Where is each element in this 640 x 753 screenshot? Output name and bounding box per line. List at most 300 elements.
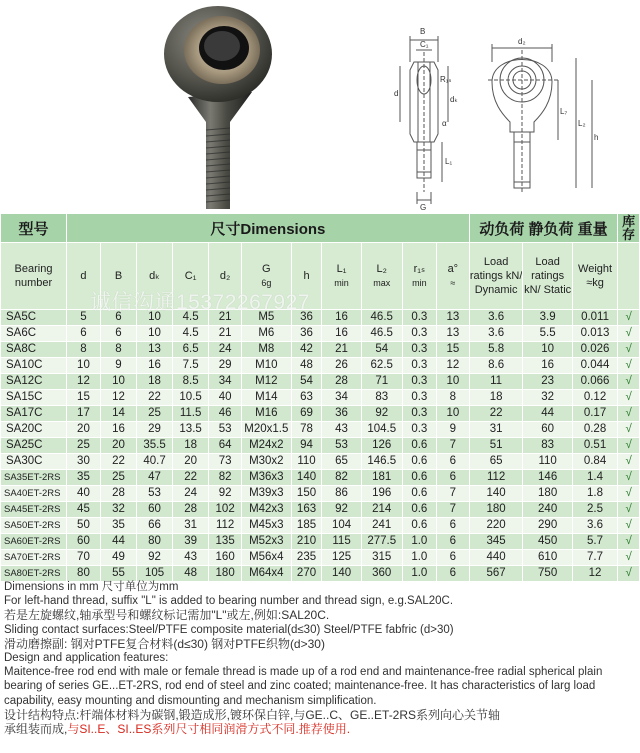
drawing-label-L7: L₇ (560, 107, 568, 116)
table-cell: 0.51 (572, 438, 617, 454)
bearing-number-cell: SA40ET-2RS (1, 486, 67, 502)
table-cell: 22 (173, 470, 209, 486)
note-sliding-en: Sliding contact surfaces:Steel/PTFE composite material(d≤30) Steel/PTFE fabfric (d>30) (4, 623, 454, 636)
drawing-label-C1: C₁ (420, 40, 429, 49)
table-cell: 23 (523, 374, 572, 390)
table-cell: 50 (66, 518, 100, 534)
table-cell: 28 (100, 486, 136, 502)
table-cell: M52x3 (242, 534, 291, 550)
table-cell: 0.6 (402, 502, 436, 518)
table-cell: 1.0 (402, 566, 436, 582)
table-cell: 12 (572, 566, 617, 582)
product-illustration-area (0, 0, 640, 213)
table-cell: 32 (523, 390, 572, 406)
table-cell: M16 (242, 406, 291, 422)
table-cell: 13.5 (173, 422, 209, 438)
bearing-number-cell: SA25C (1, 438, 67, 454)
table-cell: 5.8 (469, 342, 523, 358)
table-cell: 51 (469, 438, 523, 454)
table-cell: 78 (291, 422, 322, 438)
table-cell: 8 (66, 342, 100, 358)
col-static: Load ratings kN/ Static (523, 243, 572, 310)
table-cell: 6 (436, 470, 469, 486)
table-cell: 69 (291, 406, 322, 422)
table-cell: 60 (523, 422, 572, 438)
drawing-label-R: R₁ₛ (440, 75, 452, 84)
stock-check-cell: √ (618, 406, 640, 422)
table-cell: 29 (209, 358, 242, 374)
table-cell: 36 (291, 326, 322, 342)
table-body (1, 310, 640, 582)
stock-check-cell: √ (618, 486, 640, 502)
stock-check-cell: √ (618, 518, 640, 534)
table-cell: 3.9 (523, 310, 572, 326)
table-cell: 29 (137, 422, 173, 438)
table-row (1, 390, 640, 406)
table-cell: 12 (436, 358, 469, 374)
rod-end-technical-drawing (392, 22, 640, 212)
table-cell: 24 (209, 342, 242, 358)
stock-check-cell: √ (618, 454, 640, 470)
stock-check-cell: √ (618, 422, 640, 438)
table-cell: 3.6 (572, 518, 617, 534)
drawing-label-h: h (594, 133, 599, 142)
table-cell: 63 (291, 390, 322, 406)
table-row (1, 486, 640, 502)
table-cell: 92 (361, 406, 402, 422)
table-cell: 1.4 (572, 470, 617, 486)
table-cell: 110 (291, 454, 322, 470)
table-cell: 47 (137, 470, 173, 486)
table-cell: 7 (436, 486, 469, 502)
table-row (1, 374, 640, 390)
table-cell: 73 (209, 454, 242, 470)
table-cell: 0.84 (572, 454, 617, 470)
table-cell: 6 (100, 326, 136, 342)
table-cell: 6 (66, 326, 100, 342)
table-cell: 440 (469, 550, 523, 566)
table-cell: 13 (436, 310, 469, 326)
table-cell: 146.5 (361, 454, 402, 470)
table-cell: 140 (322, 566, 361, 582)
table-cell: 0.6 (402, 454, 436, 470)
table-cell: 20 (173, 454, 209, 470)
table-cell: 92 (137, 550, 173, 566)
table-cell: 610 (523, 550, 572, 566)
table-row (1, 310, 640, 326)
table-cell: 46.5 (361, 310, 402, 326)
table-cell: 18 (469, 390, 523, 406)
table-cell: 46.5 (361, 326, 402, 342)
table-cell: 112 (209, 518, 242, 534)
table-cell: 7 (436, 502, 469, 518)
col-d2: d₂ (209, 243, 242, 310)
table-cell: 181 (361, 470, 402, 486)
table-row (1, 454, 640, 470)
table-cell: 8 (436, 390, 469, 406)
table-cell: M12 (242, 374, 291, 390)
drawing-label-L2: L₂ (578, 119, 586, 128)
table-cell: 220 (469, 518, 523, 534)
table-cell: 82 (322, 470, 361, 486)
table-cell: 180 (523, 486, 572, 502)
table-cell: 0.3 (402, 310, 436, 326)
table-cell: 43 (322, 422, 361, 438)
bearing-number-cell: SA17C (1, 406, 67, 422)
table-cell: 9 (100, 358, 136, 374)
col-r1s (402, 243, 436, 310)
table-cell: 16 (322, 326, 361, 342)
table-cell: 46 (209, 406, 242, 422)
table-cell: 104 (322, 518, 361, 534)
table-cell: 28 (173, 502, 209, 518)
table-cell: 12 (100, 390, 136, 406)
table-cell: 0.3 (402, 342, 436, 358)
table-cell: 15 (66, 390, 100, 406)
table-cell: 4.5 (173, 326, 209, 342)
stock-check-cell: √ (618, 502, 640, 518)
table-cell: 11.5 (173, 406, 209, 422)
rod-end-photo (148, 2, 276, 209)
col-L2 (361, 243, 402, 310)
note-design-heading: Design and application features: (4, 652, 169, 665)
stock-check-cell: √ (618, 358, 640, 374)
col-L1 (322, 243, 361, 310)
table-cell: 13 (436, 326, 469, 342)
table-cell: 16 (322, 310, 361, 326)
table-cell: 0.6 (402, 438, 436, 454)
table-cell: 10 (436, 374, 469, 390)
table-cell: 0.3 (402, 390, 436, 406)
table-cell: M56x4 (242, 550, 291, 566)
table-row (1, 326, 640, 342)
table-cell: 0.17 (572, 406, 617, 422)
table-cell: 86 (322, 486, 361, 502)
table-cell: 105 (137, 566, 173, 582)
table-cell: 160 (209, 550, 242, 566)
col-a (436, 243, 469, 310)
stock-check-cell: √ (618, 374, 640, 390)
table-cell: 126 (361, 438, 402, 454)
table-cell: 16 (100, 422, 136, 438)
table-cell: 104.5 (361, 422, 402, 438)
bearing-number-cell: SA20C (1, 422, 67, 438)
header-stock-text: 库存 (622, 214, 636, 242)
bearing-number-cell: SA5C (1, 310, 67, 326)
table-cell: 20 (66, 422, 100, 438)
bearing-number-cell: SA6C (1, 326, 67, 342)
table-cell: 11 (469, 374, 523, 390)
note-design-cn-2 (4, 722, 638, 736)
bearing-number-cell: SA10C (1, 358, 67, 374)
table-cell: 53 (322, 438, 361, 454)
table-cell: 54 (361, 342, 402, 358)
note-sliding-cn: 滑动磨擦副: 钢对PTFE复合材料(d≤30) 钢对PTFE织物(d>30) (4, 636, 325, 651)
table-cell: 32 (100, 502, 136, 518)
table-cell: 1.8 (572, 486, 617, 502)
table-cell: 146 (523, 470, 572, 486)
table-row (1, 342, 640, 358)
table-cell: 65 (322, 454, 361, 470)
table-cell: 0.013 (572, 326, 617, 342)
table-cell: 60 (66, 534, 100, 550)
table-cell: 140 (469, 486, 523, 502)
table-cell: M39x3 (242, 486, 291, 502)
note-left-thread-en: For left-hand thread, suffix "L" is added to bearing number and thread sign, e.g.SAL20C. (4, 595, 454, 608)
table-cell: 112 (469, 470, 523, 486)
note-design-cn: 设计结构特点:杆端体材料为碳钢,锻造成形,镀环保白锌,与GE..C、GE..ET-2RS系列向心关节轴 (4, 707, 501, 722)
table-cell: 21 (209, 310, 242, 326)
table-row (1, 358, 640, 374)
stock-check-cell: √ (618, 470, 640, 486)
table-cell: 0.3 (402, 422, 436, 438)
header-dimensions: 尺寸Dimensions (66, 214, 469, 243)
table-row (1, 534, 640, 550)
table-cell: 49 (100, 550, 136, 566)
table-row (1, 438, 640, 454)
table-cell: 22 (469, 406, 523, 422)
table-cell: 18 (137, 374, 173, 390)
table-cell: 750 (523, 566, 572, 582)
table-cell: 31 (173, 518, 209, 534)
bearing-number-cell: SA35ET-2RS (1, 470, 67, 486)
table-cell: 7.7 (572, 550, 617, 566)
table-cell: 6 (436, 518, 469, 534)
bearing-number-cell: SA50ET-2RS (1, 518, 67, 534)
table-cell: 15 (436, 342, 469, 358)
table-cell: 163 (291, 502, 322, 518)
col-r1s-label: r₁ₛ (413, 263, 426, 275)
table-cell: 2.5 (572, 502, 617, 518)
table-cell: 235 (291, 550, 322, 566)
table-cell: 70 (66, 550, 100, 566)
col-h: h (291, 243, 322, 310)
table-cell: 80 (66, 566, 100, 582)
table-cell: 290 (523, 518, 572, 534)
col-dk: dₖ (137, 243, 173, 310)
table-cell: 31 (469, 422, 523, 438)
table-cell: 83 (361, 390, 402, 406)
table-cell: 24 (173, 486, 209, 502)
table-cell: 45 (66, 502, 100, 518)
table-cell: 53 (137, 486, 173, 502)
table-cell: 6.5 (173, 342, 209, 358)
table-row (1, 406, 640, 422)
table-cell: 92 (209, 486, 242, 502)
table-cell: 1.0 (402, 534, 436, 550)
table-cell: 53 (209, 422, 242, 438)
table-cell: 40 (66, 486, 100, 502)
watermark-text: 诚信沟通15372267927 (90, 291, 310, 314)
table-cell: 196 (361, 486, 402, 502)
note-design-cn-2a: 承组装而成, (4, 722, 68, 737)
table-cell: M14 (242, 390, 291, 406)
table-cell: 25 (100, 470, 136, 486)
table-cell: 8.5 (173, 374, 209, 390)
table-cell: M20x1.5 (242, 422, 291, 438)
table-cell: 10 (66, 358, 100, 374)
bearing-number-cell: SA70ET-2RS (1, 550, 67, 566)
col-C1: C₁ (173, 243, 209, 310)
table-cell: 35.5 (137, 438, 173, 454)
table-cell: 10 (100, 374, 136, 390)
drawing-label-d2: d₂ (518, 37, 526, 46)
table-cell: 54 (291, 374, 322, 390)
drawing-label-d: d (394, 89, 399, 98)
table-cell: 210 (291, 534, 322, 550)
table-cell: 180 (469, 502, 523, 518)
table-cell: 40 (209, 390, 242, 406)
notes-section (4, 580, 638, 736)
table-cell: 44 (100, 534, 136, 550)
bearing-number-cell: SA45ET-2RS (1, 502, 67, 518)
table-cell: 12 (66, 374, 100, 390)
table-header-row-columns (1, 243, 640, 310)
table-row (1, 422, 640, 438)
stock-check-cell: √ (618, 326, 640, 342)
table-cell: 315 (361, 550, 402, 566)
table-cell: M36x3 (242, 470, 291, 486)
table-cell: 43 (173, 550, 209, 566)
table-cell: 0.3 (402, 374, 436, 390)
col-dynamic: Load ratings kN/ Dynamic (469, 243, 523, 310)
col-d: d (66, 243, 100, 310)
table-cell: M64x4 (242, 566, 291, 582)
table-cell: 48 (291, 358, 322, 374)
table-cell: 28 (322, 374, 361, 390)
table-cell: 39 (173, 534, 209, 550)
table-cell: 9 (436, 422, 469, 438)
table-cell: 6 (436, 550, 469, 566)
table-cell: 34 (209, 374, 242, 390)
table-cell: 0.026 (572, 342, 617, 358)
table-cell: 140 (291, 470, 322, 486)
table-cell: 345 (469, 534, 523, 550)
table-cell: 17 (66, 406, 100, 422)
table-cell: 115 (322, 534, 361, 550)
table-cell: 277.5 (361, 534, 402, 550)
note-units: Dimensions in mm 尺寸单位为mm (4, 581, 179, 593)
stock-check-cell: √ (618, 390, 640, 406)
table-cell: 35 (100, 518, 136, 534)
drawing-label-alpha: α (442, 119, 447, 128)
table-cell: 0.044 (572, 358, 617, 374)
table-cell: M24x2 (242, 438, 291, 454)
stock-check-cell: √ (618, 310, 640, 326)
table-cell: 21 (209, 326, 242, 342)
table-cell: 0.12 (572, 390, 617, 406)
table-cell: 7.5 (173, 358, 209, 374)
table-cell: 16 (523, 358, 572, 374)
table-cell: 270 (291, 566, 322, 582)
table-cell: M6 (242, 326, 291, 342)
table-cell: 21 (322, 342, 361, 358)
stock-check-cell: √ (618, 534, 640, 550)
stock-check-cell: √ (618, 342, 640, 358)
table-cell: 55 (100, 566, 136, 582)
table-cell: 3.6 (469, 310, 523, 326)
col-G-sub: 6g (261, 278, 272, 288)
table-cell: M10 (242, 358, 291, 374)
col-bearing-number: Bearing number (1, 243, 67, 310)
table-cell: 4.5 (173, 310, 209, 326)
bearing-number-cell: SA12C (1, 374, 67, 390)
table-cell: 10.5 (173, 390, 209, 406)
table-cell: 80 (137, 534, 173, 550)
col-G-label: G (262, 263, 271, 275)
table-cell: 6 (100, 310, 136, 326)
table-cell: 0.3 (402, 326, 436, 342)
table-cell: 110 (523, 454, 572, 470)
table-cell: 102 (209, 502, 242, 518)
table-cell: 240 (523, 502, 572, 518)
col-L1-label: L₁ (336, 263, 347, 275)
table-cell: 42 (291, 342, 322, 358)
table-row (1, 518, 640, 534)
table-cell: 360 (361, 566, 402, 582)
table-cell: 5.5 (523, 326, 572, 342)
table-cell: 125 (322, 550, 361, 566)
bearing-number-cell: SA60ET-2RS (1, 534, 67, 550)
stock-check-cell: √ (618, 550, 640, 566)
table-cell: 0.3 (402, 406, 436, 422)
bearing-number-cell: SA30C (1, 454, 67, 470)
table-cell: 150 (291, 486, 322, 502)
table-cell: 6 (436, 566, 469, 582)
table-header-row-top (1, 214, 640, 243)
table-cell: M8 (242, 342, 291, 358)
table-cell: 0.6 (402, 470, 436, 486)
col-B: B (100, 243, 136, 310)
col-r1s-sub: min (412, 278, 427, 288)
col-weight: Weight ≈kg (572, 243, 617, 310)
table-cell: 25 (137, 406, 173, 422)
table-cell: 5.7 (572, 534, 617, 550)
table-cell: 8.6 (469, 358, 523, 374)
drawing-label-G: G (420, 203, 427, 212)
col-a-label: a° (447, 263, 459, 275)
table-cell: 180 (209, 566, 242, 582)
table-cell: 20 (100, 438, 136, 454)
table-cell: M5 (242, 310, 291, 326)
table-cell: 60 (137, 502, 173, 518)
table-cell: 36 (291, 310, 322, 326)
table-cell: 66 (137, 518, 173, 534)
specification-table (0, 213, 640, 582)
table-cell: 40.7 (137, 454, 173, 470)
table-cell: 0.6 (402, 518, 436, 534)
table-cell: 82 (209, 470, 242, 486)
table-cell: 35 (66, 470, 100, 486)
table-cell: 0.6 (402, 486, 436, 502)
table-cell: 62.5 (361, 358, 402, 374)
table-cell: 10 (436, 406, 469, 422)
stock-check-cell: √ (618, 438, 640, 454)
table-cell: 64 (209, 438, 242, 454)
table-cell: 6 (436, 534, 469, 550)
col-stock (618, 243, 640, 310)
table-cell: 0.011 (572, 310, 617, 326)
col-L2-sub: max (373, 278, 391, 288)
table-cell: 6 (436, 454, 469, 470)
drawing-label-L1: L₁ (445, 157, 453, 166)
table-row (1, 470, 640, 486)
header-stock (618, 214, 640, 243)
table-cell: 22 (137, 390, 173, 406)
table-cell: 25 (66, 438, 100, 454)
table-cell: 18 (173, 438, 209, 454)
stock-check-cell: √ (618, 566, 640, 582)
